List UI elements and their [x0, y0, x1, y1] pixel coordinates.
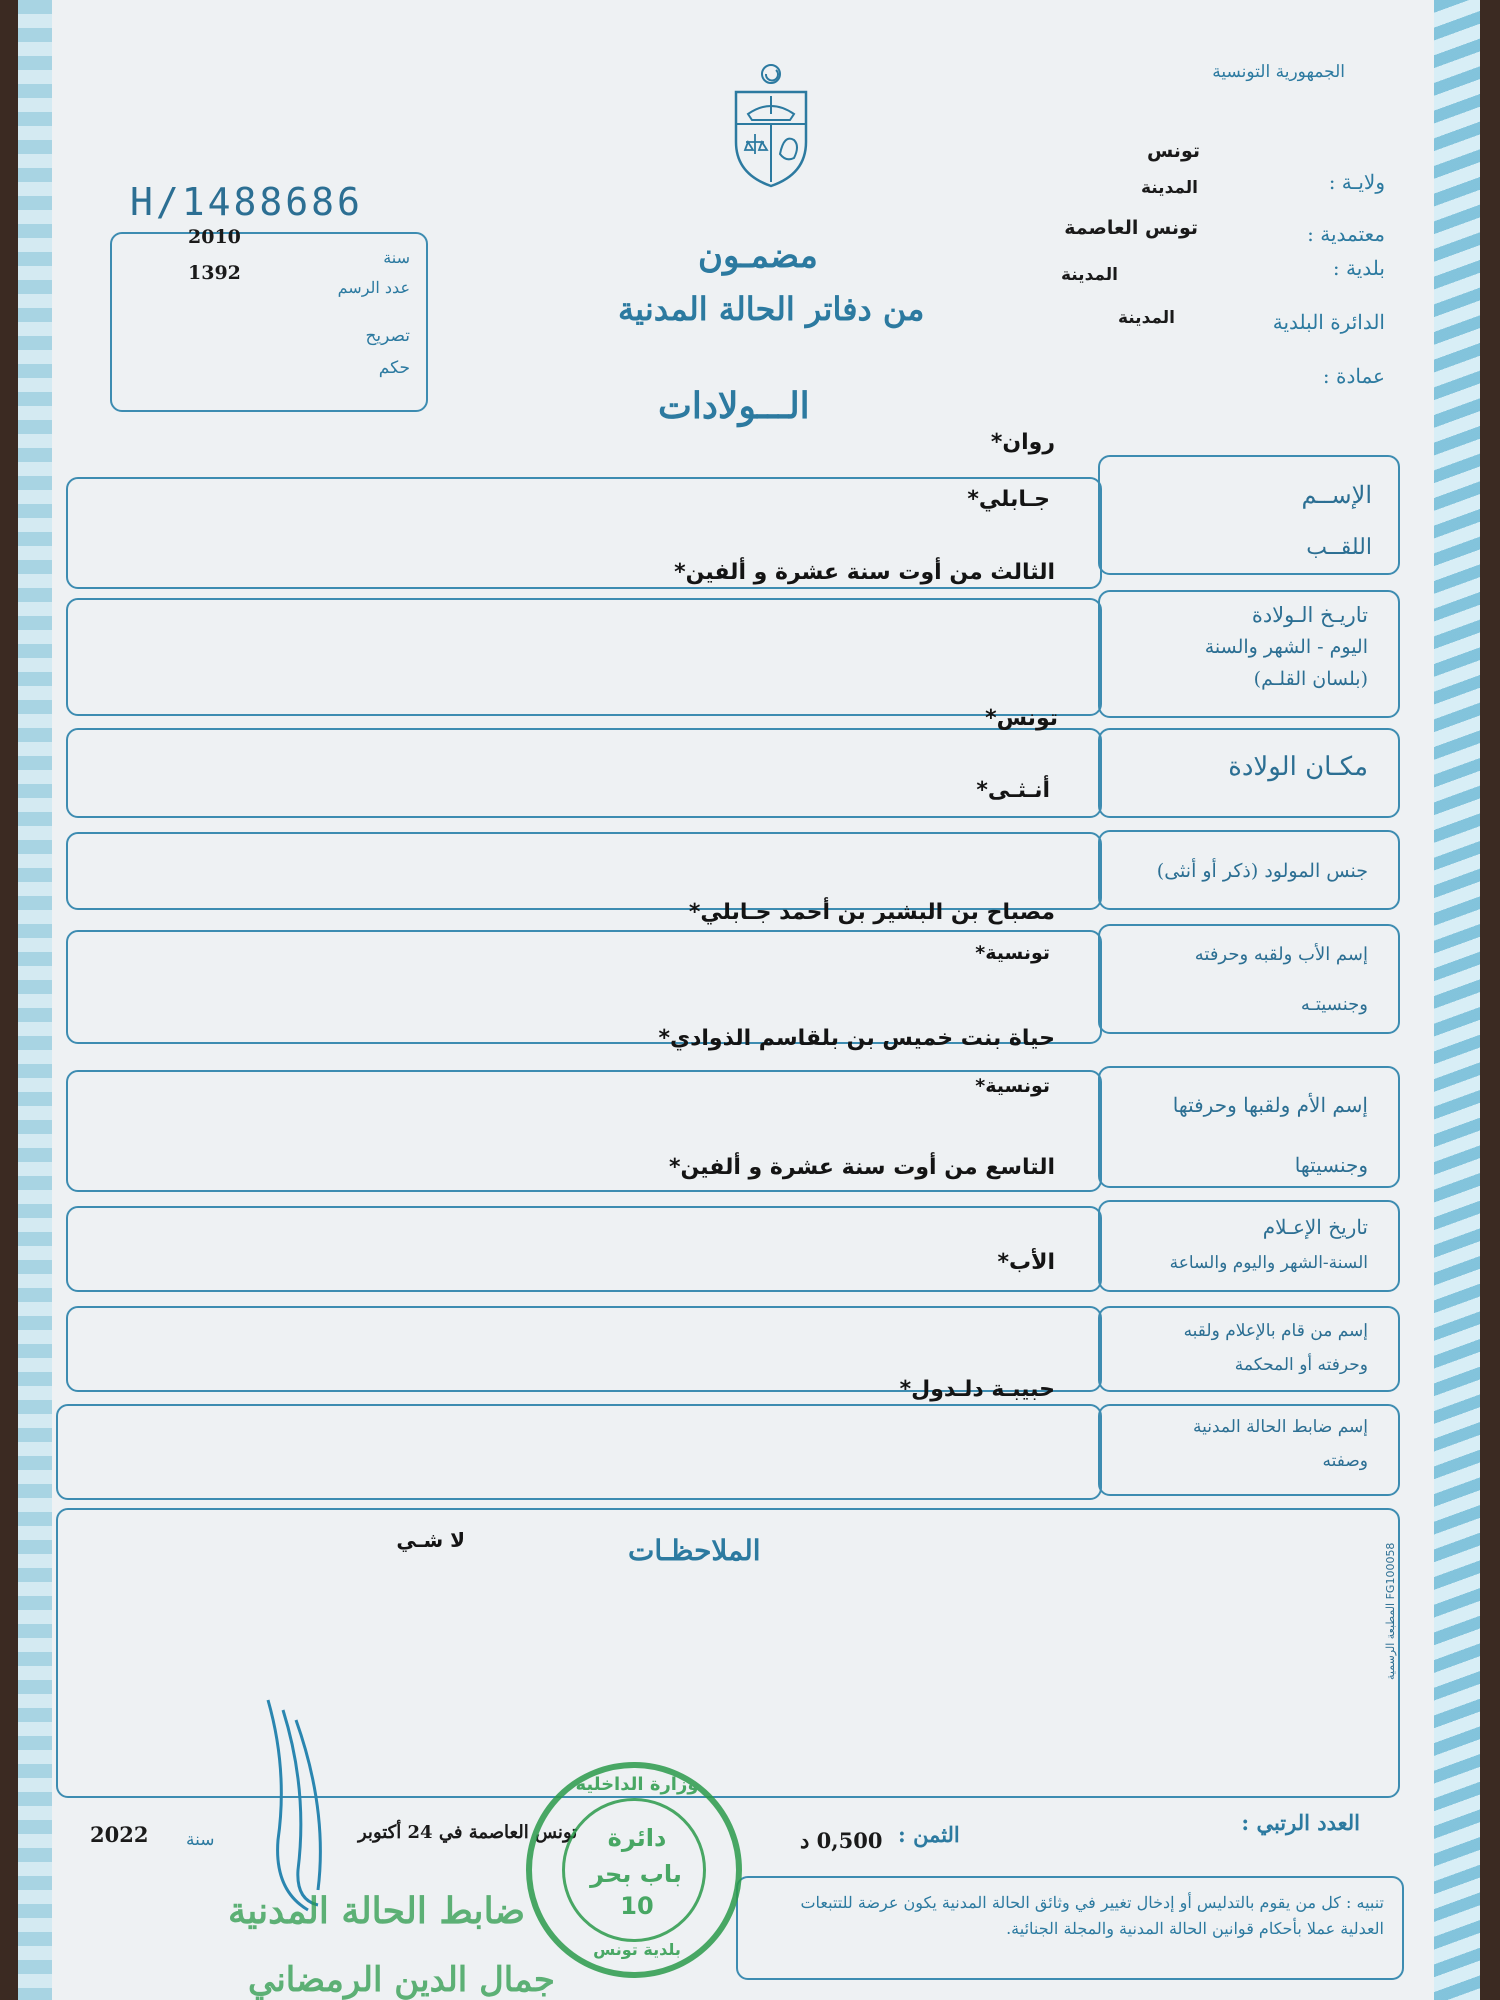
value-surname: جـابلي*	[967, 487, 1050, 512]
value-mother: حياة بنت خميس بن بلقاسم الذوادي*	[658, 1026, 1055, 1051]
label-first-name: الإســم	[1301, 481, 1372, 509]
label-birth-date: تاريـخ الـولادة	[1251, 603, 1368, 627]
official-title-stamp: ضابط الحالة المدنية	[228, 1890, 526, 1932]
value-box-declaration-date	[66, 1206, 1102, 1292]
label-declaration-date-sub: السنة-الشهر واليوم والساعة	[1169, 1253, 1368, 1273]
security-border-left	[18, 0, 52, 2000]
label-sex: جنس المولود (ذكر أو أنثى)	[1156, 860, 1368, 882]
printer-imprint	[1384, 1543, 1397, 1680]
imada-label: عمادة :	[1322, 364, 1385, 388]
price-label: الثمن :	[898, 1822, 960, 1847]
remarks-label: الملاحظـات	[628, 1534, 761, 1567]
printer-name: المطبعة الرسمية	[1384, 1602, 1397, 1680]
document-title-line2: من دفاتر الحالة المدنية	[618, 290, 925, 328]
issue-year-label: سنة	[186, 1830, 215, 1850]
label-surname: اللقــب	[1306, 535, 1372, 560]
value-box-birth-place	[66, 728, 1102, 818]
value-birth-place: تونس*	[985, 706, 1058, 731]
record-declaration-label: تصريح	[365, 326, 410, 346]
record-year-value: 2010	[188, 226, 241, 248]
district-label: الدائرة البلدية	[1272, 310, 1385, 334]
value-father-nationality: تونسية*	[975, 942, 1050, 964]
label-father-nationality: وجنسيتـه	[1300, 994, 1368, 1015]
security-border-right	[1434, 0, 1480, 2000]
tunisia-coat-of-arms-icon	[728, 62, 814, 192]
municipality-value: تونس العاصمة	[1064, 217, 1198, 239]
delegation-label: معتمدية :	[1307, 222, 1385, 246]
governorate-label: ولايـة :	[1328, 170, 1385, 194]
value-box-birth-date	[66, 598, 1102, 716]
value-father: مصباح بن البشير بن أحمد جـابلي*	[688, 900, 1055, 925]
label-father: إسم الأب ولقبه وحرفته	[1194, 944, 1368, 965]
value-officer: حبيبـة دلـدول*	[899, 1377, 1055, 1402]
republic-label: الجمهورية التونسية	[1212, 62, 1345, 82]
label-birth-place: مكـان الولادة	[1228, 752, 1368, 782]
value-sex: أنـثـى*	[976, 778, 1050, 803]
birth-certificate-page	[18, 0, 1480, 2000]
delegation-value: المدينة	[1140, 178, 1198, 198]
value-mother-nationality: تونسية*	[975, 1075, 1050, 1097]
stamp-line3: 10	[620, 1892, 654, 1920]
record-info-box	[110, 232, 428, 412]
stamp-line1: دائرة	[607, 1824, 667, 1852]
serial-number-label: العدد الرتبي :	[1241, 1810, 1360, 1835]
value-box-officer	[56, 1404, 1102, 1500]
governorate-value: تونس	[1146, 140, 1200, 162]
label-birth-date-sub: اليوم - الشهر والسنة	[1204, 636, 1368, 658]
label-declaration-date: تاريخ الإعـلام	[1262, 1215, 1368, 1239]
label-birth-date-note: (بلسان القلـم)	[1253, 668, 1368, 690]
official-name-stamp: جمال الدين الرمضاني	[248, 1960, 555, 2000]
label-officer-sub: وصفته	[1322, 1451, 1368, 1471]
value-first-name: روان*	[990, 430, 1055, 455]
municipal-round-stamp	[526, 1762, 742, 1978]
record-year-label: سنة	[383, 248, 410, 267]
record-judgment-label: حكم	[378, 358, 410, 378]
warning-notice-text: تنبيه : كل من يقوم بالتدليس أو إدخال تغيير في وثائق الحالة المدنية يكون عرضة للتتبعات العدلية عملا بأحكام قوانين الحالة المدنية والمجلة الجنائية.	[800, 1893, 1384, 1938]
value-declaration-date: التاسع من أوت سنة عشرة و ألفين*	[668, 1155, 1055, 1180]
remarks-value: لا شـي	[396, 1528, 465, 1552]
value-birth-date: الثالث من أوت سنة عشرة و ألفين*	[674, 560, 1055, 585]
record-number-value: 1392	[188, 262, 241, 284]
stamp-bottom-text: بلدية تونس	[593, 1940, 681, 1959]
label-declarant-sub: وحرفته أو المحكمة	[1234, 1355, 1368, 1375]
value-box-sex	[66, 832, 1102, 910]
serial-number: H/1488686	[130, 180, 363, 224]
district-value-2: المدينة	[1117, 308, 1175, 328]
stamp-line2: باب بحر	[590, 1860, 682, 1888]
form-code: FG100058	[1384, 1542, 1397, 1600]
label-declarant: إسم من قام بالإعلام ولقبه	[1183, 1321, 1368, 1341]
value-declarant: الأب*	[997, 1250, 1055, 1275]
record-number-label: عدد الرسم	[337, 278, 410, 297]
document-title-line1: مضمـون	[698, 236, 818, 276]
issue-place-date: تونس العاصمة في 24 أكتوبر	[358, 1822, 578, 1843]
section-title-births: الـــولادات	[658, 385, 810, 427]
label-mother-nationality: وجنسيتها	[1294, 1153, 1368, 1177]
price-value: 0,500 د	[800, 1828, 883, 1853]
stamp-ring-text: وزارة الداخلية	[575, 1774, 699, 1795]
municipality-label: بلدية :	[1332, 256, 1385, 280]
issue-year-value: 2022	[90, 1822, 149, 1847]
signature-scribble-icon	[248, 1690, 378, 1920]
district-value-1: المدينة	[1060, 265, 1118, 285]
label-mother: إسم الأم ولقبها وحرفتها	[1172, 1093, 1368, 1117]
label-officer: إسم ضابط الحالة المدنية	[1193, 1417, 1368, 1437]
